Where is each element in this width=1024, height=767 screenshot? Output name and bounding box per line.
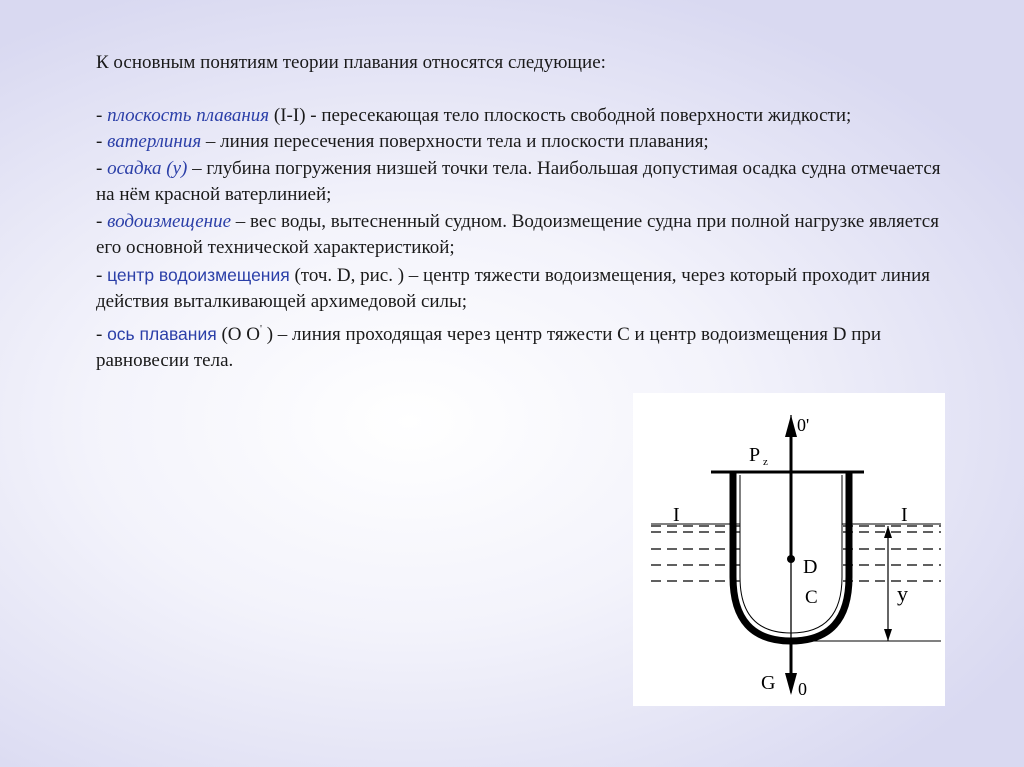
diagram-svg bbox=[633, 393, 945, 706]
term-draft: осадка (y) bbox=[107, 157, 188, 179]
slide-text bbox=[96, 50, 946, 375]
label-point-c: C bbox=[805, 587, 818, 608]
term-displacement: водоизмещение bbox=[107, 210, 232, 232]
item-floating-plane: - плоскость плавания (I-I) - пересекающая тело плоскость свободной поверхности жидкости; bbox=[96, 104, 852, 126]
label-top-axis: 0' bbox=[797, 415, 810, 435]
label-bottom-axis: 0 bbox=[798, 679, 807, 699]
draft-arrow-top bbox=[884, 526, 892, 538]
intro-text: К основным понятиям теории плавания относятся следующие: bbox=[96, 52, 606, 73]
weight-g-arrowhead bbox=[785, 673, 797, 695]
label-plane-left: I bbox=[673, 504, 680, 526]
term-waterline: ватерлиния bbox=[107, 131, 202, 152]
item-center-of-buoyancy: - центр водоизмещения (точ. D, рис. ) – центр тяжести водоизмещения, через который проходит линия действия выталкивающей архимедовой силы; bbox=[96, 264, 931, 312]
label-point-d: D bbox=[803, 556, 818, 578]
force-pz-arrowhead bbox=[785, 415, 797, 437]
floating-body-diagram bbox=[633, 393, 945, 706]
label-weight: G bbox=[761, 672, 776, 694]
label-force-p-sub: z bbox=[763, 456, 768, 468]
item-floating-axis: - ось плавания (О О' ) – линия проходящая через центр тяжести С и центр водоизмещения D при равновесии тела. bbox=[96, 322, 882, 371]
term-center-of-buoyancy: центр водоизмещения bbox=[107, 264, 290, 285]
term-floating-plane: плоскость плавания bbox=[107, 104, 270, 126]
label-plane-right: I bbox=[901, 504, 908, 526]
point-d-marker bbox=[787, 555, 795, 563]
item-draft: - осадка (y) – глубина погружения низшей точки тела. Наибольшая допустимая осадка судна отмечается на нём красной ватерлинией; bbox=[96, 157, 941, 205]
label-draft: y bbox=[897, 581, 908, 606]
label-force-p: P bbox=[749, 444, 761, 466]
item-displacement: - водоизмещение – вес воды, вытесненный судном. Водоизмещение судна при полной нагрузке является его основной технической характеристикой; bbox=[96, 210, 939, 258]
item-waterline: - ватерлиния – линия пересечения поверхности тела и плоскости плавания; bbox=[96, 131, 709, 152]
term-floating-axis: ось плавания bbox=[107, 323, 217, 344]
draft-arrow-bottom bbox=[884, 629, 892, 641]
